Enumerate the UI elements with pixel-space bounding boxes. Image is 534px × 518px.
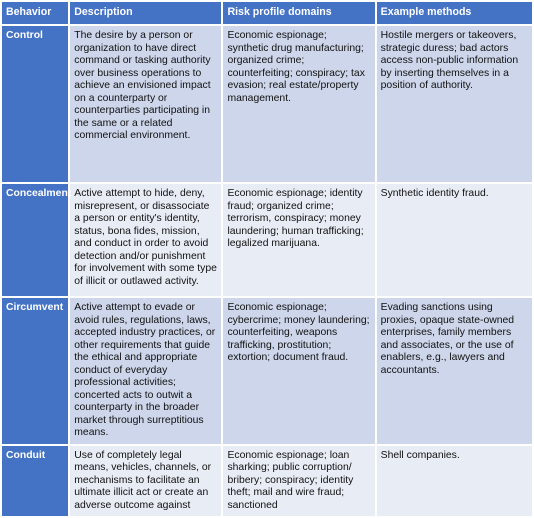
header-description: Description bbox=[70, 2, 221, 24]
table-row bbox=[2, 184, 532, 296]
header-behavior: Behavior bbox=[2, 2, 68, 24]
row-example-methods: Synthetic identity fraud. bbox=[377, 184, 532, 296]
header-row bbox=[2, 2, 532, 24]
header-example-methods: Example methods bbox=[377, 2, 532, 24]
row-risk-domains: Economic espionage; loan sharking; public corruption/ bribery; conspiracy; identity theft; mail and wire fraud; sanctioned bbox=[223, 446, 374, 517]
row-example-methods: Shell companies. bbox=[377, 446, 532, 517]
row-description: Active attempt to evade or avoid rules, regulations, laws, accepted industry practices, or other requirements that guide the ethical and appropriate conduct of everyday professional activities; concerted acts to outwit a counterparty in the broader market through surreptitious means. bbox=[70, 298, 221, 444]
row-behavior: Conduit bbox=[2, 446, 68, 517]
header-risk-domains: Risk profile domains bbox=[223, 2, 374, 24]
row-description: The desire by a person or organization to have direct command or tasking authority over business operations to achieve an envisioned impact on a counterparty or counterparties participating in the same or a related commercial environment. bbox=[70, 26, 221, 182]
row-behavior: Concealment bbox=[2, 184, 68, 296]
row-risk-domains: Economic espionage; synthetic drug manufacturing; organized crime; counterfeiting; conspiracy; tax evasion; real estate/property management. bbox=[223, 26, 374, 182]
row-behavior: Circumvent bbox=[2, 298, 68, 444]
row-description: Use of completely legal means, vehicles, channels, or mechanisms to facilitate an ultimate illicit act or create an adverse outcome against bbox=[70, 446, 221, 517]
table-row bbox=[2, 26, 532, 182]
table-row bbox=[2, 446, 532, 517]
table-row bbox=[2, 298, 532, 444]
row-risk-domains: Economic espionage; cybercrime; money laundering; counterfeiting, weapons trafficking, prostitution; extortion; document fraud. bbox=[223, 298, 374, 444]
row-behavior: Control bbox=[2, 26, 68, 182]
row-example-methods: Evading sanctions using proxies, opaque state-owned enterprises, family members and associates, or the use of enablers, e.g., lawyers and accountants. bbox=[377, 298, 532, 444]
row-description: Active attempt to hide, deny, misrepresent, or disassociate a person or entity's identity, status, bona fides, mission, and conduct in order to avoid detection and/or punishment for involvement with some type of illicit or outlawed activity. bbox=[70, 184, 221, 296]
row-example-methods: Hostile mergers or takeovers, strategic duress; bad actors access non-public information by inserting themselves in a position of authority. bbox=[377, 26, 532, 182]
row-risk-domains: Economic espionage; identity fraud; organized crime; terrorism, conspiracy; money laundering; human trafficking; legalized marijuana. bbox=[223, 184, 374, 296]
